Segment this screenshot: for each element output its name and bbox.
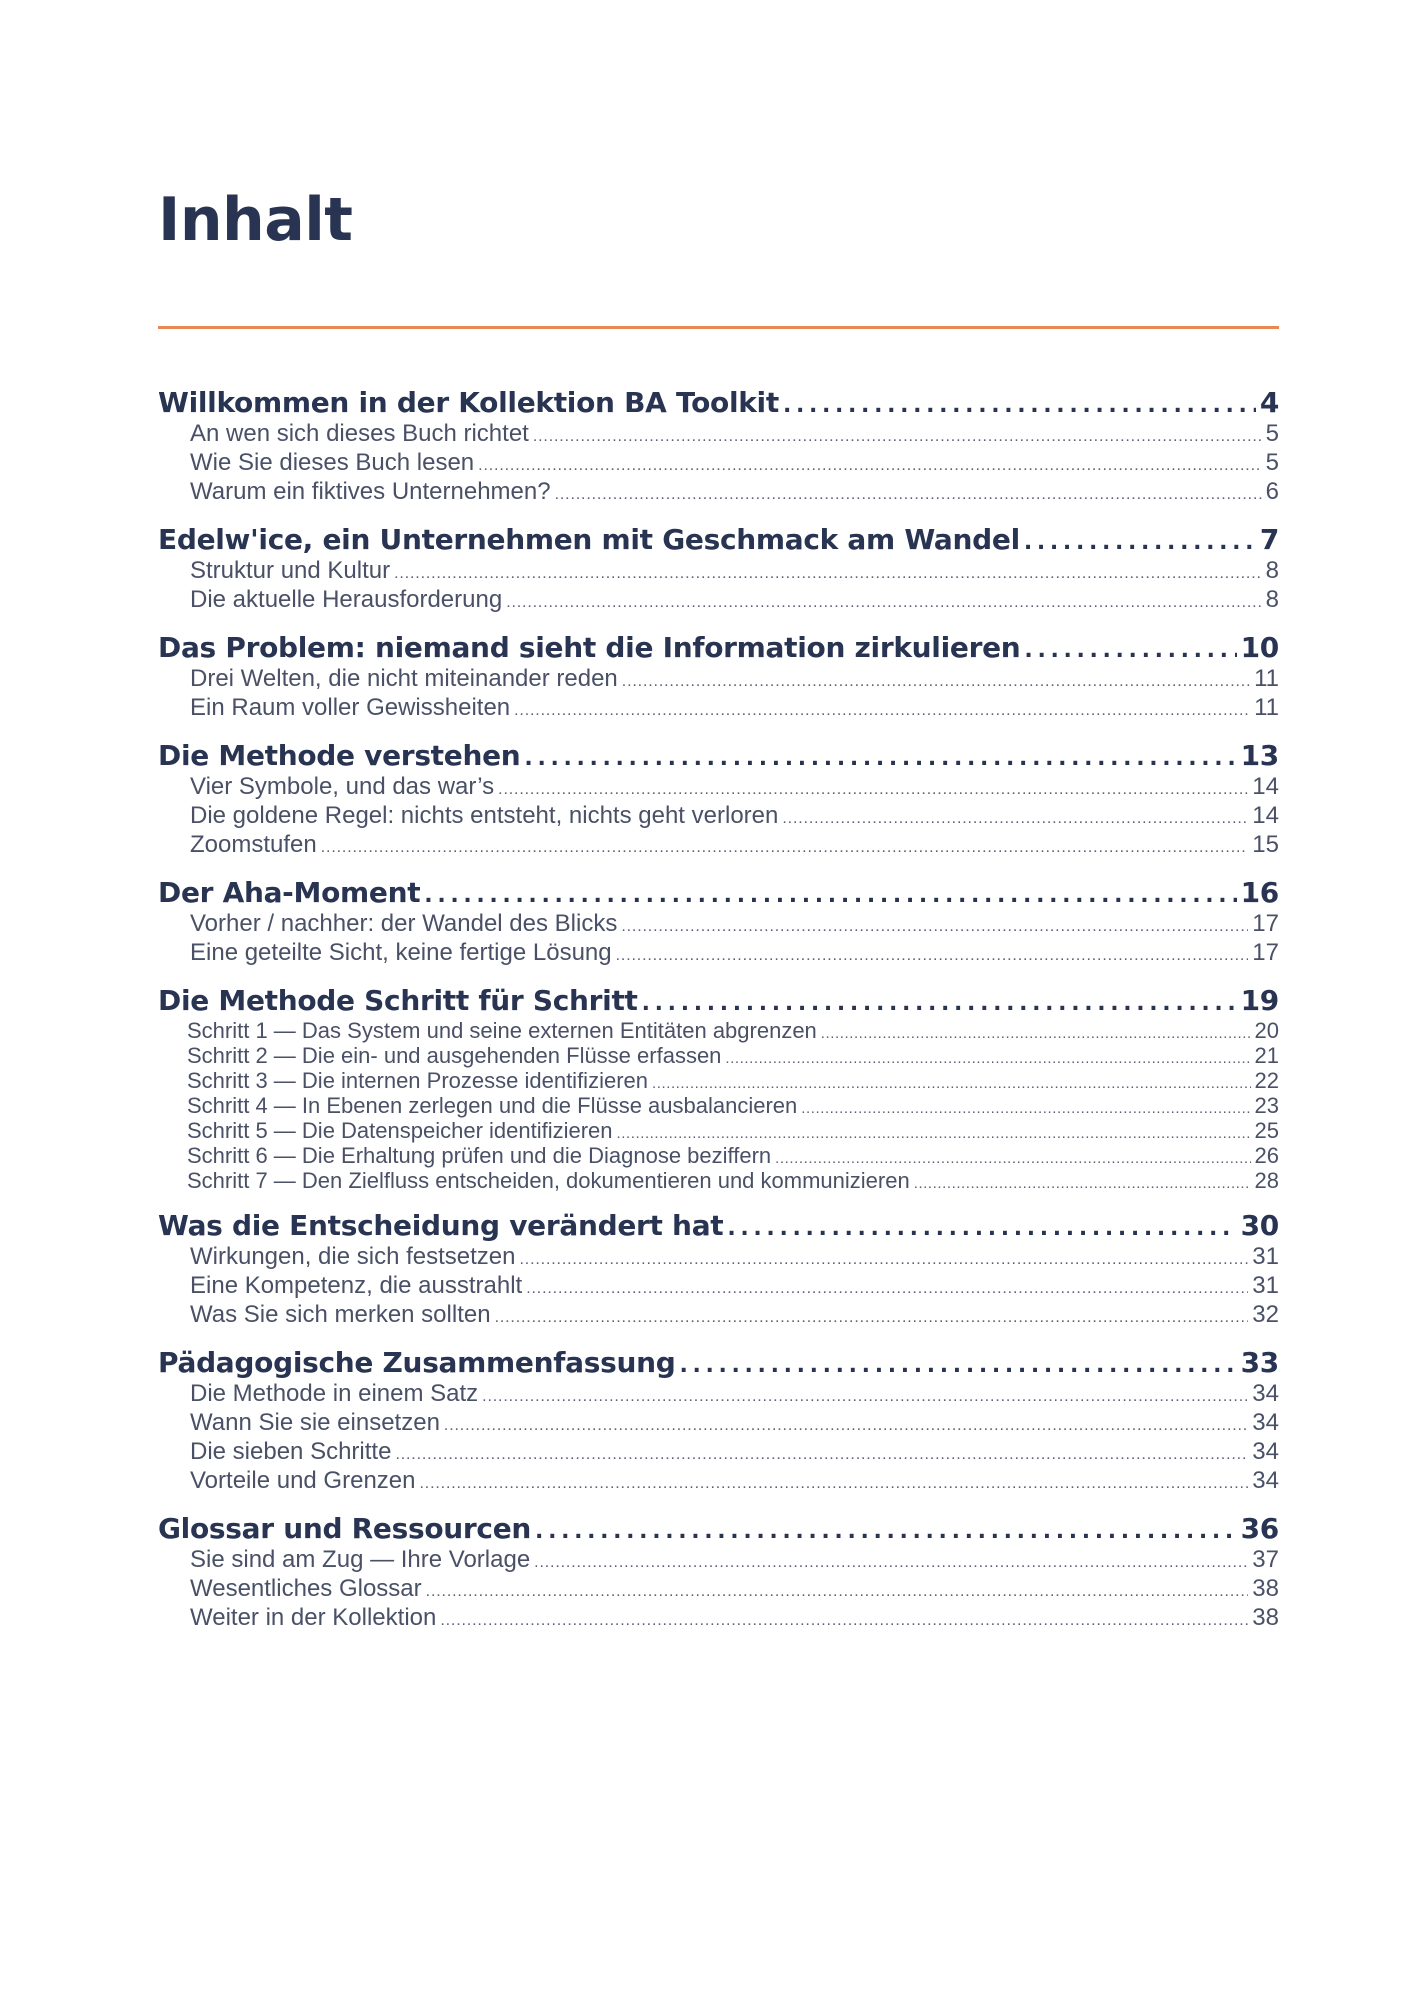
toc-entry-title: Die Methode Schritt für Schritt [158,984,638,1017]
toc-page-number: 14 [1252,773,1279,800]
toc-page-number: 20 [1254,1018,1279,1043]
toc-chapter-entry[interactable] [158,876,1279,910]
toc-section [158,523,1279,615]
toc-entry-title: Warum ein fiktives Unternehmen? [190,478,551,505]
toc-subentry[interactable] [158,1068,1279,1093]
title-divider [158,326,1279,329]
toc-subentry[interactable] [158,831,1279,860]
dot-leader [514,703,1250,719]
dot-leader [506,595,1261,611]
dot-leader [495,1310,1249,1326]
dot-leader [424,885,1236,907]
toc-entry-title: Wesentliches Glossar [190,1575,422,1602]
toc-page-number: 16 [1240,876,1279,909]
dot-leader [725,1051,1250,1066]
toc-page-number: 8 [1265,586,1279,613]
dot-leader [426,1584,1249,1600]
toc-subentry[interactable] [158,586,1279,615]
dot-leader [444,1418,1248,1434]
toc-page-number: 11 [1254,694,1279,721]
toc-entry-title: Die Methode verstehen [158,739,521,772]
toc-chapter-entry[interactable] [158,631,1279,665]
toc-subentry[interactable] [158,557,1279,586]
toc-subentry[interactable] [158,449,1279,478]
dot-leader [555,487,1262,503]
toc-page-number: 34 [1252,1467,1279,1494]
dot-leader [394,566,1262,582]
toc-page-number: 36 [1240,1512,1279,1545]
toc-subentry[interactable] [158,1018,1279,1043]
toc-entry-title: Schritt 7 — Den Zielfluss entscheiden, dokumentieren und kommunizieren [187,1168,910,1193]
toc-entry-title: Schritt 3 — Die internen Prozesse identifizieren [187,1068,648,1093]
toc-page-number: 38 [1252,1604,1279,1631]
dot-leader [534,1555,1248,1571]
table-of-contents [158,386,1279,1649]
toc-entry-title: Wann Sie sie einsetzen [190,1409,440,1436]
toc-entry-title: Schritt 4 — In Ebenen zerlegen und die Flüsse ausbalancieren [187,1093,798,1118]
toc-page-number: 15 [1252,831,1279,858]
toc-page-number: 22 [1254,1068,1279,1093]
dot-leader [419,1476,1248,1492]
toc-page-number: 30 [1240,1209,1279,1242]
toc-entry-title: Der Aha-Moment [158,876,421,909]
toc-page-number: 13 [1240,739,1279,772]
toc-entry-title: Schritt 1 — Das System und seine externen Entitäten abgrenzen [187,1018,817,1043]
toc-entry-title: Edelw'ice, ein Unternehmen mit Geschmack am Wandel [158,523,1020,556]
dot-leader [524,748,1236,770]
toc-page-number: 21 [1254,1043,1279,1068]
toc-chapter-entry[interactable] [158,1346,1279,1380]
toc-page-number: 4 [1259,386,1279,419]
toc-subentry[interactable] [158,478,1279,507]
toc-page-number: 34 [1252,1438,1279,1465]
toc-page-number: 8 [1265,557,1279,584]
toc-subentry[interactable] [158,1575,1279,1604]
toc-page-number: 33 [1240,1346,1279,1379]
toc-entry-title: Eine geteilte Sicht, keine fertige Lösung [190,939,612,966]
toc-page-number: 25 [1254,1118,1279,1143]
toc-entry-title: Vorteile und Grenzen [190,1467,416,1494]
dot-leader [440,1613,1248,1629]
toc-entry-title: An wen sich dieses Buch richtet [190,420,529,447]
toc-entry-title: Zoomstufen [190,831,317,858]
toc-subentry[interactable] [158,1118,1279,1143]
dot-leader [321,840,1249,856]
dot-leader [478,458,1261,474]
toc-section [158,1346,1279,1496]
toc-subentry[interactable] [158,773,1279,802]
toc-entry-title: Sie sind am Zug — Ihre Vorlage [190,1546,531,1573]
dot-leader [617,1126,1251,1141]
toc-entry-title: Glossar und Ressourcen [158,1512,532,1545]
toc-subentry[interactable] [158,665,1279,694]
toc-entry-title: Vorher / nachher: der Wandel des Blicks [190,910,618,937]
toc-entry-title: Wirkungen, die sich festsetzen [190,1243,516,1270]
toc-entry-title: Eine Kompetenz, die ausstrahlt [190,1272,523,1299]
toc-page-number: 17 [1252,939,1279,966]
toc-page-number: 34 [1252,1409,1279,1436]
toc-chapter-entry[interactable] [158,739,1279,773]
toc-subentry[interactable] [158,1301,1279,1330]
toc-subentry[interactable] [158,1380,1279,1409]
toc-page-number: 14 [1252,802,1279,829]
toc-subentry[interactable] [158,1409,1279,1438]
toc-page-number: 28 [1254,1168,1279,1193]
dot-leader [520,1252,1249,1268]
dot-leader [821,1026,1251,1041]
dot-leader [482,1389,1248,1405]
toc-chapter-entry[interactable] [158,1209,1279,1243]
toc-entry-title: Was Sie sich merken sollten [190,1301,491,1328]
dot-leader [914,1176,1251,1191]
toc-entry-title: Willkommen in der Kollektion BA Toolkit [158,386,779,419]
toc-subentry[interactable] [158,1604,1279,1633]
dot-leader [395,1447,1248,1463]
dot-leader [533,429,1262,445]
toc-entry-title: Wie Sie dieses Buch lesen [190,449,475,476]
toc-entry-title: Was die Entscheidung verändert hat [158,1209,724,1242]
toc-subentry[interactable] [158,1546,1279,1575]
toc-entry-title: Die aktuelle Herausforderung [190,586,503,613]
dot-leader [616,948,1249,964]
toc-page-number: 23 [1254,1093,1279,1118]
toc-page-number: 26 [1254,1143,1279,1168]
dot-leader [679,1355,1236,1377]
toc-page-number: 11 [1254,665,1279,692]
dot-leader [782,811,1248,827]
page-title: Inhalt [158,185,353,255]
dot-leader [498,782,1248,798]
dot-leader [526,1281,1248,1297]
toc-page-number: 38 [1252,1575,1279,1602]
toc-entry-title: Pädagogische Zusammenfassung [158,1346,676,1379]
dot-leader [535,1521,1237,1543]
toc-entry-title: Die Methode in einem Satz [190,1380,479,1407]
toc-entry-title: Schritt 5 — Die Datenspeicher identifizieren [187,1118,613,1143]
toc-page-number: 31 [1252,1243,1279,1270]
toc-page-number: 34 [1252,1380,1279,1407]
dot-leader [622,674,1250,690]
toc-subentry[interactable] [158,1093,1279,1118]
toc-subentry[interactable] [158,1243,1279,1272]
toc-entry-title: Schritt 2 — Die ein- und ausgehenden Flüsse erfassen [187,1043,722,1068]
toc-page-number: 7 [1259,523,1279,556]
toc-subentry[interactable] [158,1143,1279,1168]
toc-subentry[interactable] [158,910,1279,939]
toc-entry-title: Die sieben Schritte [190,1438,392,1465]
toc-chapter-entry[interactable] [158,523,1279,557]
toc-section [158,1512,1279,1633]
toc-section [158,386,1279,507]
toc-subentry[interactable] [158,420,1279,449]
toc-page-number: 19 [1240,984,1279,1017]
toc-page-number: 5 [1265,449,1279,476]
dot-leader [652,1076,1251,1091]
toc-subentry[interactable] [158,802,1279,831]
toc-entry-title: Schritt 6 — Die Erhaltung prüfen und die Diagnose beziffern [187,1143,772,1168]
dot-leader [775,1151,1250,1166]
dot-leader [621,919,1248,935]
toc-entry-title: Vier Symbole, und das war’s [190,773,495,800]
toc-entry-title: Struktur und Kultur [190,557,391,584]
toc-subentry[interactable] [158,694,1279,723]
toc-subentry[interactable] [158,1438,1279,1467]
toc-section [158,876,1279,968]
toc-page-number: 6 [1265,478,1279,505]
dot-leader [1024,640,1236,662]
toc-section [158,739,1279,860]
toc-page-number: 17 [1252,910,1279,937]
toc-page-number: 31 [1252,1272,1279,1299]
toc-section [158,631,1279,723]
dot-leader [801,1101,1250,1116]
toc-entry-title: Das Problem: niemand sieht die Information zirkulieren [158,631,1021,664]
toc-subentry[interactable] [158,939,1279,968]
toc-subentry[interactable] [158,1043,1279,1068]
toc-chapter-entry[interactable] [158,984,1279,1018]
toc-page-number: 37 [1252,1546,1279,1573]
toc-section [158,1209,1279,1330]
toc-entry-title: Drei Welten, die nicht miteinander reden [190,665,618,692]
dot-leader [1024,532,1256,554]
toc-entry-title: Weiter in der Kollektion [190,1604,437,1631]
toc-entry-title: Die goldene Regel: nichts entsteht, nichts geht verloren [190,802,779,829]
toc-subentry[interactable] [158,1467,1279,1496]
toc-page-number: 5 [1265,420,1279,447]
dot-leader [642,993,1237,1015]
toc-chapter-entry[interactable] [158,1512,1279,1546]
toc-page-number: 10 [1240,631,1279,664]
dot-leader [727,1218,1236,1240]
dot-leader [783,395,1256,417]
toc-page-number: 32 [1252,1301,1279,1328]
toc-entry-title: Ein Raum voller Gewissheiten [190,694,511,721]
toc-section [158,984,1279,1193]
toc-subentry[interactable] [158,1272,1279,1301]
toc-chapter-entry[interactable] [158,386,1279,420]
toc-subentry[interactable] [158,1168,1279,1193]
